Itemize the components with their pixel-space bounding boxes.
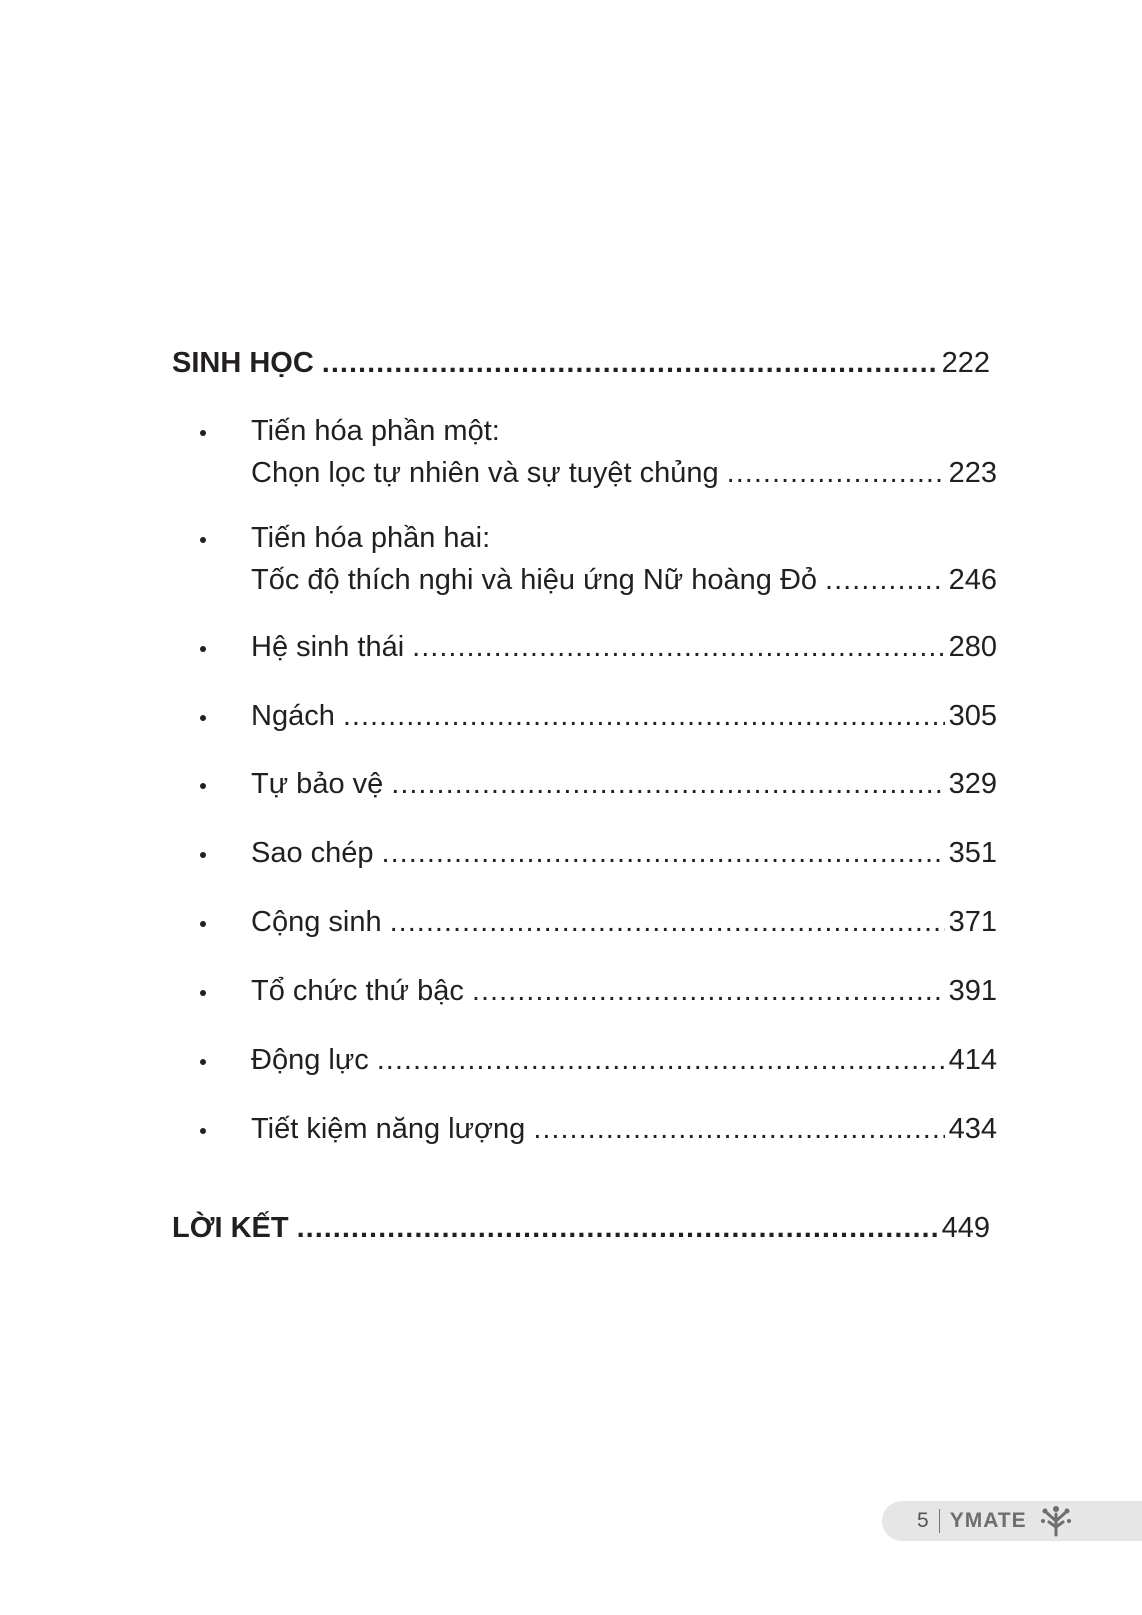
toc-page-number: 246 [948, 564, 997, 596]
bullet-icon [200, 646, 210, 656]
footer-brand: YMATE [949, 1509, 1027, 1532]
toc-leader-dots [297, 1210, 938, 1246]
toc-entry-title: Tổ chức thứ bậc [251, 975, 464, 1007]
toc-page-number: 223 [948, 457, 997, 489]
bullet-icon [200, 715, 210, 725]
bullet-icon [200, 1128, 210, 1138]
toc-entry[interactable] [251, 455, 997, 491]
toc-leader-dots [390, 904, 945, 940]
toc-section-loi-ket[interactable] [172, 1210, 990, 1246]
page-footer [882, 1501, 1142, 1541]
toc-page-number: 222 [941, 347, 990, 379]
toc-entry[interactable] [251, 698, 997, 734]
bullet-icon [200, 990, 210, 1000]
toc-entry-title: Tự bảo vệ [251, 768, 384, 800]
ymate-logo-icon [1039, 1504, 1073, 1538]
toc-leader-dots [391, 766, 944, 802]
toc-page-number: 305 [948, 700, 997, 732]
toc-entry-title: Tốc độ thích nghi và hiệu ứng Nữ hoàng Đỏ [251, 564, 818, 596]
toc-entry-title: Chọn lọc tự nhiên và sự tuyệt chủng [251, 457, 719, 489]
toc-entry[interactable] [251, 1111, 997, 1147]
toc-section-title: LỜI KẾT [172, 1212, 289, 1244]
bullet-icon [200, 1059, 210, 1069]
toc-entry[interactable] [251, 629, 997, 665]
toc-entry-title: Sao chép [251, 837, 374, 869]
toc-leader-dots [343, 698, 945, 734]
toc-leader-dots [533, 1111, 944, 1147]
toc-entry[interactable] [251, 562, 997, 598]
toc-entry[interactable] [251, 904, 997, 940]
toc-leader-dots [322, 345, 938, 381]
bullet-icon [200, 852, 210, 862]
toc-leader-dots [382, 835, 945, 871]
toc-leader-dots [472, 973, 945, 1009]
footer-divider [939, 1509, 940, 1533]
toc-page-number: 280 [948, 631, 997, 663]
bullet-icon [200, 783, 210, 793]
toc-entry[interactable] [251, 973, 997, 1009]
toc-section-title: SINH HỌC [172, 347, 314, 379]
toc-page-number: 414 [948, 1044, 997, 1076]
toc-entry-heading: Tiến hóa phần hai: [251, 522, 491, 554]
toc-page-number: 329 [948, 768, 997, 800]
toc-section-sinh-hoc[interactable] [172, 345, 990, 381]
footer-page-number: 5 [917, 1509, 929, 1532]
toc-entry[interactable] [251, 1042, 997, 1078]
toc-leader-dots [377, 1042, 945, 1078]
toc-entry-title: Ngách [251, 700, 335, 732]
bullet-icon [200, 430, 210, 440]
toc-entry-heading: Tiến hóa phần một: [251, 415, 500, 447]
toc-page-number: 449 [941, 1212, 990, 1244]
toc-page-number: 434 [948, 1113, 997, 1145]
toc-entry-title: Hệ sinh thái [251, 631, 405, 663]
toc-leader-dots [727, 455, 945, 491]
toc-page-number: 391 [948, 975, 997, 1007]
bullet-icon [200, 921, 210, 931]
toc-entry-title: Cộng sinh [251, 906, 382, 938]
toc-leader-dots [825, 562, 945, 598]
toc-entry-title: Tiết kiệm năng lượng [251, 1113, 526, 1145]
toc-page-number: 371 [948, 906, 997, 938]
bullet-icon [200, 537, 210, 547]
toc-entry-title: Động lực [251, 1044, 369, 1076]
toc-page-number: 351 [948, 837, 997, 869]
toc-leader-dots [412, 629, 944, 665]
toc-entry[interactable] [251, 766, 997, 802]
toc-entry[interactable] [251, 835, 997, 871]
